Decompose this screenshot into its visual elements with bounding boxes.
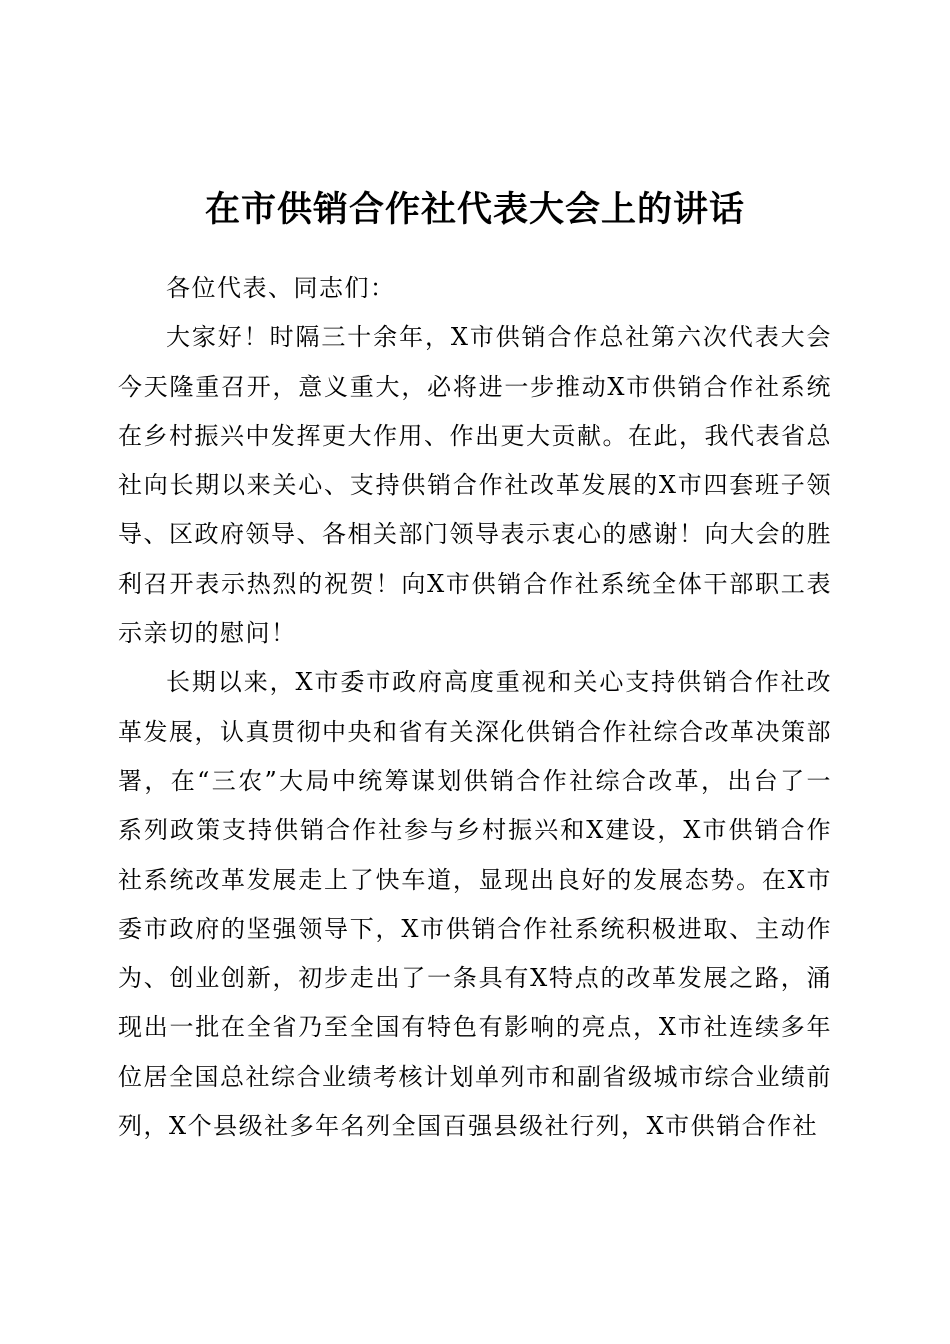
salutation: 各位代表、同志们：	[166, 274, 396, 302]
paragraph-1: 大家好！时隔三十余年，X市供销合作总社第六次代表大会今天隆重召开，意义重大，必将进一步推动X市供销合作社系统在乡村振兴中发挥更大作用、作出更大贡献。在此，我代表省总社向长期以来关心、支持供销合作社改革发展的X市四套班子领导、区政府领导、各相关部门领导表示衷心的感谢！向大会的胜利召开表示热烈的祝贺！向X市供销合作社系统全体干部职工表示亲切的慰问！	[118, 323, 832, 648]
paragraph-2: 长期以来，X市委市政府高度重视和关心支持供销合作社改革发展，认真贯彻中央和省有关深化供销合作社综合改革决策部署，在“三农”大局中统筹谋划供销合作社综合改革，出台了一系列政策支持供销合作社参与乡村振兴和X建设，X市供销合作社系统改革发展走上了快车道，显现出良好的发展态势。在X市委市政府的坚强领导下，X市供销合作社系统积极进取、主动作为、创业创新，初步走出了一条具有X特点的改革发展之路，涌现出一批在全省乃至全国有特色有影响的亮点，X市社连续多年位居全国总社综合业绩考核计划单列市和副省级城市综合业绩前列，X个县级社多年名列全国百强县级社行列，X市供销合作社	[118, 668, 832, 1141]
document-body	[118, 264, 832, 1151]
document-title: 在市供销合作社代表大会上的讲话	[204, 189, 745, 230]
